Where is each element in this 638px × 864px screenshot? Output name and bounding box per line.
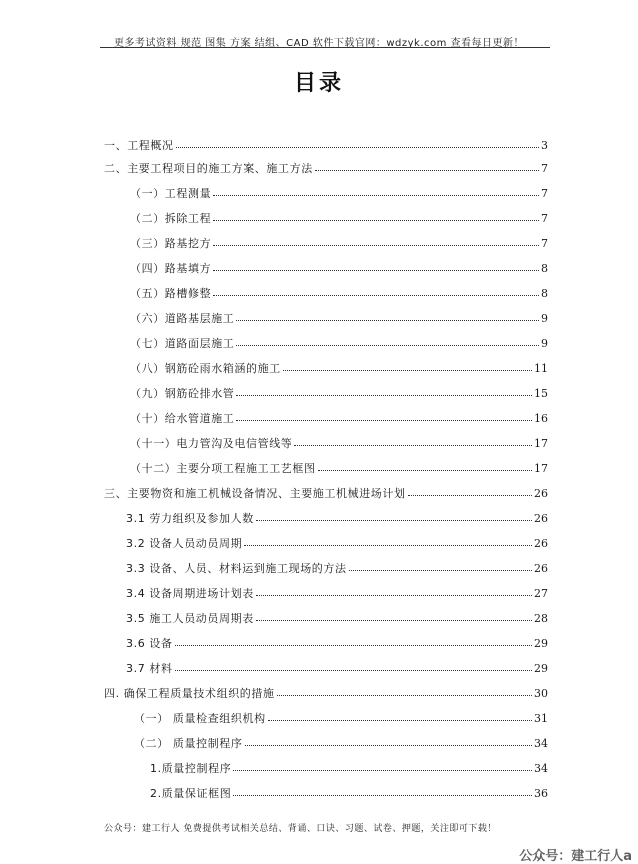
toc-entry[interactable] — [130, 461, 548, 476]
toc-page-number: 7 — [541, 212, 548, 225]
toc-entry[interactable] — [104, 161, 548, 176]
toc-page-number: 8 — [541, 262, 548, 275]
toc-page-number: 17 — [534, 462, 548, 475]
toc-page-number: 8 — [541, 287, 548, 300]
toc-label: （九）钢筋砼排水管 — [130, 387, 235, 400]
toc-label: 1.质量控制程序 — [150, 762, 232, 775]
toc-page-number: 7 — [541, 187, 548, 200]
toc-entry[interactable] — [126, 586, 548, 601]
toc-page-number: 15 — [534, 387, 548, 400]
toc-label: （四）路基填方 — [130, 262, 212, 275]
dot-leader — [175, 635, 532, 646]
toc-page-number: 26 — [534, 487, 548, 500]
toc-page-number: 31 — [534, 712, 548, 725]
dot-leader — [277, 685, 532, 696]
dot-leader — [256, 610, 532, 621]
dot-leader — [175, 660, 532, 671]
toc-entry[interactable] — [104, 686, 548, 701]
toc-label: （一） 质量检查组织机构 — [134, 712, 266, 725]
toc-label: （二）拆除工程 — [130, 212, 212, 225]
toc-entry[interactable] — [134, 711, 548, 726]
toc-page-number: 34 — [534, 737, 548, 750]
toc-entry[interactable] — [150, 761, 548, 776]
toc-label: 3.4 设备周期进场计划表 — [126, 587, 254, 600]
toc-page-number: 26 — [534, 512, 548, 525]
dot-leader — [236, 310, 539, 321]
dot-leader — [213, 235, 539, 246]
toc-label: 3.7 材料 — [126, 662, 173, 675]
dot-leader — [236, 335, 539, 346]
toc-entry[interactable] — [130, 186, 548, 201]
toc-page-number: 36 — [534, 787, 548, 800]
toc-label: 3.3 设备、人员、材料运到施工现场的方法 — [126, 562, 347, 575]
toc-page-number: 28 — [534, 612, 548, 625]
toc-label: 3.1 劳力组织及参加人数 — [126, 512, 254, 525]
dot-leader — [233, 760, 532, 771]
toc-page-number: 27 — [534, 587, 548, 600]
toc-label: 三、主要物资和施工机械设备情况、主要施工机械进场计划 — [104, 487, 406, 500]
toc-page-number: 3 — [541, 139, 548, 152]
toc-label: （十二）主要分项工程施工工艺框图 — [130, 462, 316, 475]
dot-leader — [213, 185, 539, 196]
header-divider — [100, 47, 550, 48]
toc-entry[interactable] — [104, 138, 548, 153]
toc-entry[interactable] — [104, 486, 548, 501]
dot-leader — [408, 485, 532, 496]
toc-label: （三）路基挖方 — [130, 237, 212, 250]
toc-label: 3.6 设备 — [126, 637, 173, 650]
toc-page-number: 17 — [534, 437, 548, 450]
toc-entry[interactable] — [130, 311, 548, 326]
toc-entry[interactable] — [130, 336, 548, 351]
toc-entry[interactable] — [130, 211, 548, 226]
toc-page-number: 16 — [534, 412, 548, 425]
dot-leader — [283, 360, 532, 371]
toc-entry[interactable] — [126, 511, 548, 526]
toc-entry[interactable] — [126, 561, 548, 576]
toc-label: （五）路槽修整 — [130, 287, 212, 300]
dot-leader — [245, 735, 533, 746]
toc-page-number: 9 — [541, 312, 548, 325]
toc-page-number: 30 — [534, 687, 548, 700]
toc-page-number: 7 — [541, 162, 548, 175]
toc-label: 3.2 设备人员动员周期 — [126, 537, 243, 550]
toc-label: （十）给水管道施工 — [130, 412, 235, 425]
toc-label: （七）道路面层施工 — [130, 337, 235, 350]
toc-label: （二） 质量控制程序 — [134, 737, 243, 750]
toc-entry[interactable] — [130, 236, 548, 251]
toc-label: 3.5 施工人员动员周期表 — [126, 612, 254, 625]
toc-entry[interactable] — [134, 736, 548, 751]
toc-entry[interactable] — [126, 611, 548, 626]
toc-label: （八）钢筋砼雨水箱涵的施工 — [130, 362, 281, 375]
toc-page-number: 9 — [541, 337, 548, 350]
dot-leader — [268, 710, 532, 721]
page-header: 更多考试资料 规范 图集 方案 结组、CAD 软件下载官网：wdzyk.com 查看每日更新！ — [113, 38, 525, 49]
toc-label: 二、主要工程项目的施工方案、施工方法 — [104, 162, 313, 175]
toc-page-number: 11 — [534, 362, 548, 375]
toc-page-number: 26 — [534, 537, 548, 550]
dot-leader — [349, 560, 532, 571]
dot-leader — [315, 160, 539, 171]
toc-label: 一、工程概况 — [104, 139, 174, 152]
dot-leader — [318, 460, 532, 471]
toc-label: 2.质量保证框图 — [150, 787, 232, 800]
dot-leader — [213, 285, 539, 296]
toc-label: 四. 确保工程质量技术组织的措施 — [104, 687, 275, 700]
page-title: 目录 — [293, 70, 344, 96]
toc-entry[interactable] — [130, 261, 548, 276]
toc-entry[interactable] — [126, 536, 548, 551]
dot-leader — [256, 510, 532, 521]
toc-label: （一）工程测量 — [130, 187, 212, 200]
dot-leader — [256, 585, 532, 596]
toc-entry[interactable] — [150, 786, 548, 801]
toc-label: （六）道路基层施工 — [130, 312, 235, 325]
toc-page-number: 26 — [534, 562, 548, 575]
dot-leader — [236, 385, 532, 396]
toc-entry[interactable] — [130, 361, 548, 376]
toc-entry[interactable] — [130, 286, 548, 301]
toc-label: （十一）电力管沟及电信管线等 — [130, 437, 293, 450]
toc-entry[interactable] — [126, 636, 548, 651]
dot-leader — [213, 260, 539, 271]
dot-leader — [294, 435, 532, 446]
toc-page-number: 29 — [534, 662, 548, 675]
toc-entry[interactable] — [130, 436, 548, 451]
dot-leader — [176, 137, 539, 148]
toc-page-number: 7 — [541, 237, 548, 250]
page-footer: 公众号：建工行人 免费提供考试相关总结、背诵、口诀、习题、试卷、押题，关注即可下载！ — [104, 824, 497, 834]
toc-page-number: 34 — [534, 762, 548, 775]
dot-leader — [236, 410, 532, 421]
toc-entry[interactable] — [130, 411, 548, 426]
toc-entry[interactable] — [126, 661, 548, 676]
dot-leader — [244, 535, 532, 546]
dot-leader — [213, 210, 539, 221]
toc-page-number: 29 — [534, 637, 548, 650]
toc-entry[interactable] — [130, 386, 548, 401]
dot-leader — [233, 785, 532, 796]
watermark: 公众号：建工行人a — [519, 849, 632, 864]
